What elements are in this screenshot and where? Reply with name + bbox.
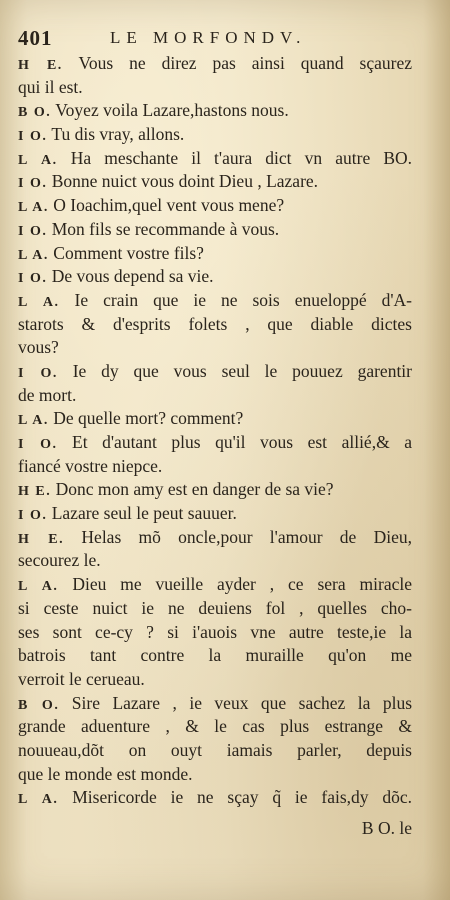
- speaker-label: L A.: [18, 200, 49, 216]
- dialogue-text: [18, 52, 412, 810]
- line-text: Comment vostre fils?: [48, 242, 204, 263]
- text-line: [18, 313, 412, 337]
- speaker-label: I O.: [18, 176, 48, 192]
- line-text: starots & d'esprits folets , que diable dictes: [18, 313, 412, 334]
- line-text: si ceste nuict ie ne deuiens fol , quelles cho-: [18, 597, 412, 618]
- line-text: Ha meschante il t'aura dict vn autre BO.: [57, 147, 412, 168]
- line-text: O Ioachim,quel vent vous mene?: [48, 195, 285, 216]
- text-line: [18, 99, 412, 123]
- speaker-label: L A.: [18, 413, 49, 429]
- line-text: De quelle mort? comment?: [48, 408, 244, 429]
- speaker-label: I O.: [18, 129, 48, 145]
- text-line: [18, 739, 412, 763]
- line-text: Dieu me vueille ayder , ce sera miracle: [58, 574, 412, 595]
- speaker-label: H E.: [18, 531, 65, 547]
- text-line: [18, 502, 412, 526]
- catchword: B O. le: [361, 818, 412, 838]
- text-line: [18, 644, 412, 668]
- speaker-label: L A.: [18, 152, 58, 168]
- text-line: [18, 194, 412, 218]
- line-text: grande aduenture , & le cas plus estrange &: [18, 716, 412, 737]
- line-text: Misericorde ie ne sçay q̃ ie fais,dy dõc.: [58, 787, 412, 808]
- line-text: Ie crain que ie ne sois enueloppé d'A-: [59, 289, 413, 310]
- text-line: [18, 786, 412, 810]
- line-text: batrois tant contre la muraille qu'on me: [18, 645, 412, 666]
- line-text: Lazare seul le peut sauuer.: [47, 503, 237, 524]
- line-text: Tu dis vray, allons.: [47, 124, 185, 145]
- line-text: De vous depend sa vie.: [47, 266, 214, 287]
- speaker-label: I O.: [18, 365, 58, 381]
- text-line: [18, 715, 412, 739]
- line-text: Sire Lazare , ie veux que sachez la plus: [59, 692, 413, 713]
- text-line: [18, 478, 412, 502]
- text-line: [18, 265, 412, 289]
- speaker-label: L A.: [18, 792, 59, 808]
- text-line: [18, 76, 412, 100]
- line-text: Donc mon amy est en danger de sa vie?: [51, 479, 334, 500]
- speaker-label: I O.: [18, 223, 48, 239]
- speaker-label: L A.: [18, 294, 60, 310]
- text-line: [18, 242, 412, 266]
- running-head: [18, 24, 428, 50]
- line-text: ses sont ce-cy ? si i'auois vne autre teste,ie la: [18, 621, 412, 642]
- text-line: [18, 573, 412, 597]
- line-text: nouueau,dõt on ouyt iamais parler, depuis: [18, 739, 412, 760]
- line-text: de mort.: [18, 384, 77, 405]
- text-line: [18, 336, 412, 360]
- speaker-label: I O.: [18, 508, 48, 524]
- line-text: vous?: [18, 337, 59, 358]
- line-text: secourez le.: [18, 550, 101, 571]
- speaker-label: H E.: [18, 484, 52, 500]
- text-line: [18, 621, 412, 645]
- text-line: [18, 218, 412, 242]
- line-text: fiancé vostre niepce.: [18, 455, 163, 476]
- speaker-label: I O.: [18, 271, 48, 287]
- text-line: [18, 407, 412, 431]
- speaker-label: H E.: [18, 58, 63, 73]
- text-line: [18, 431, 412, 455]
- line-text: que le monde est monde.: [18, 763, 193, 784]
- line-text: Helas mõ oncle,pour l'amour de Dieu,: [64, 526, 412, 547]
- line-text: Mon fils se recommande à vous.: [47, 218, 280, 239]
- line-text: Voyez voila Lazare,hastons nous.: [51, 100, 289, 121]
- speaker-label: B O.: [18, 697, 60, 713]
- text-line: [18, 763, 412, 787]
- running-title: LE MORFONDV.: [110, 28, 307, 47]
- text-line: [18, 549, 412, 573]
- page-number: 401: [18, 26, 53, 50]
- line-text: Vous ne direz pas ainsi quand sçaurez: [62, 53, 412, 73]
- line-text: Et d'autant plus qu'il vous est allié,& a: [57, 432, 413, 452]
- text-line: [18, 360, 412, 384]
- text-line: [18, 289, 412, 313]
- line-text: qui il est.: [18, 76, 83, 97]
- speaker-label: I O.: [18, 437, 58, 452]
- line-text: verroit le cerueau.: [18, 668, 145, 689]
- speaker-label: L A.: [18, 247, 49, 263]
- text-line: [18, 597, 412, 621]
- text-line: [18, 668, 412, 692]
- text-line: [18, 526, 412, 550]
- text-line: [18, 147, 412, 171]
- line-text: Bonne nuict vous doint Dieu , Lazare.: [47, 171, 319, 192]
- line-text: Ie dy que vous seul le pouuez garentir: [57, 360, 412, 381]
- text-line: [18, 455, 412, 479]
- speaker-label: L A.: [18, 579, 59, 595]
- text-line: [18, 52, 412, 76]
- text-line: [18, 123, 412, 147]
- text-line: [18, 170, 412, 194]
- text-line: [18, 384, 412, 408]
- speaker-label: B O.: [18, 105, 52, 121]
- text-line: [18, 692, 412, 716]
